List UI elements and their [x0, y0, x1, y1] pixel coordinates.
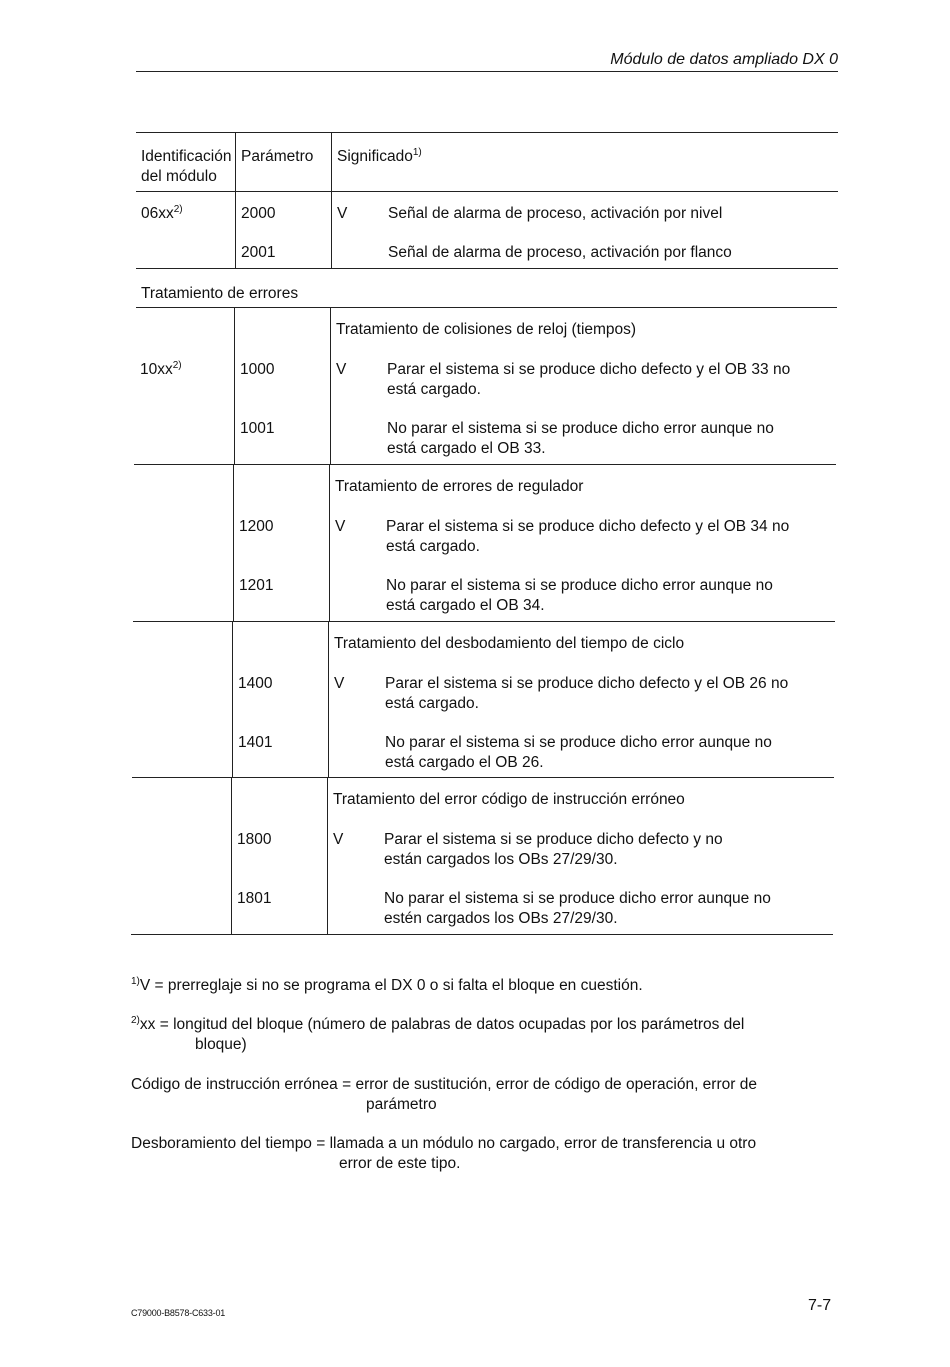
meaning-text: Parar el sistema si se produce dicho defecto y el OB 33 no está cargado.	[387, 361, 791, 398]
section-title: Tratamiento de errores	[141, 285, 299, 302]
param-code: 1200	[239, 518, 274, 535]
table-rule	[136, 268, 838, 269]
table-rule	[330, 307, 331, 464]
table-rule	[235, 132, 236, 268]
footnote-2: $^{2)}$xx = longitud del bloque (número de palabras de datos ocupadas por los parámetros del bloque)	[131, 1015, 745, 1053]
param-code: 1401	[238, 734, 273, 751]
table-rule	[233, 464, 234, 621]
table-rule	[232, 621, 233, 777]
meaning-text: Parar el sistema si se produce dicho defecto y no están cargados los OBs 27/29/30.	[384, 831, 723, 868]
param-code: 1800	[237, 831, 272, 848]
meaning-text: No parar el sistema si se produce dicho error aunque no está cargado el OB 34.	[386, 577, 773, 614]
col-header-param: Parámetro	[241, 148, 314, 165]
group-title: Tratamiento del desbodamiento del tiempo de ciclo	[334, 635, 685, 652]
meaning-text: Señal de alarma de proceso, activación por nivel	[388, 205, 723, 222]
table-rule	[331, 132, 332, 268]
param-code: 2000	[241, 205, 276, 222]
default-marker: V	[335, 518, 346, 535]
meaning-text: Señal de alarma de proceso, activación por flanco	[388, 244, 732, 261]
page-header-title: Módulo de datos ampliado DX 0	[610, 51, 838, 68]
definition-instruction-error: Código de instrucción errónea = error de sustitución, error de código de operación, error de parámetro	[131, 1076, 757, 1113]
param-code: 1001	[240, 420, 275, 437]
param-code: 1801	[237, 890, 272, 907]
col-header-meaning: Significado$^{1)}$	[337, 147, 422, 165]
meaning-text: No parar el sistema si se produce dicho error aunque no estén cargados los OBs 27/29/30.	[384, 890, 771, 927]
default-marker: V	[333, 831, 344, 848]
table-rule	[328, 621, 329, 777]
default-marker: V	[334, 675, 345, 692]
table-rule	[136, 307, 837, 308]
footnote-1: $^{1)}$V = prerreglaje si no se programa el DX 0 o si falta el bloque en cuestión.	[131, 976, 643, 994]
document-code: C79000-B8578-C633-01	[131, 1308, 226, 1318]
page-number: 7-7	[808, 1297, 832, 1314]
module-id: $10xx^{2)}$	[140, 360, 182, 378]
group-title: Tratamiento de colisiones de reloj (tiempos)	[336, 321, 637, 338]
col-header-id: Identificación del módulo	[141, 148, 232, 185]
meaning-text: Parar el sistema si se produce dicho defecto y el OB 26 no está cargado.	[385, 675, 789, 712]
table-rule	[133, 621, 835, 622]
table-rule	[136, 191, 838, 192]
meaning-text: No parar el sistema si se produce dicho error aunque no está cargado el OB 33.	[387, 420, 774, 457]
param-code: 1000	[240, 361, 275, 378]
group-title: Tratamiento del error código de instrucción erróneo	[333, 791, 685, 808]
param-code: 2001	[241, 244, 276, 261]
param-code: 1201	[239, 577, 274, 594]
table-rule	[131, 934, 833, 935]
default-marker: V	[336, 361, 347, 378]
default-marker: V	[337, 205, 348, 222]
param-code: 1400	[238, 675, 273, 692]
meaning-text: Parar el sistema si se produce dicho defecto y el OB 34 no está cargado.	[386, 518, 790, 555]
table-rule	[231, 777, 232, 934]
table-rule	[327, 777, 328, 934]
meaning-text: No parar el sistema si se produce dicho error aunque no está cargado el OB 26.	[385, 734, 772, 771]
group-title: Tratamiento de errores de regulador	[335, 478, 584, 495]
table-rule	[134, 464, 836, 465]
table-rule	[136, 132, 838, 133]
module-id: $06xx^{2)}$	[141, 204, 183, 222]
table-rule	[234, 307, 235, 464]
header-rule	[136, 71, 838, 72]
table-rule	[132, 777, 834, 778]
definition-time-overflow: Desboramiento del tiempo = llamada a un módulo no cargado, error de transferencia u otro error de este tipo.	[131, 1135, 757, 1172]
table-rule	[329, 464, 330, 621]
